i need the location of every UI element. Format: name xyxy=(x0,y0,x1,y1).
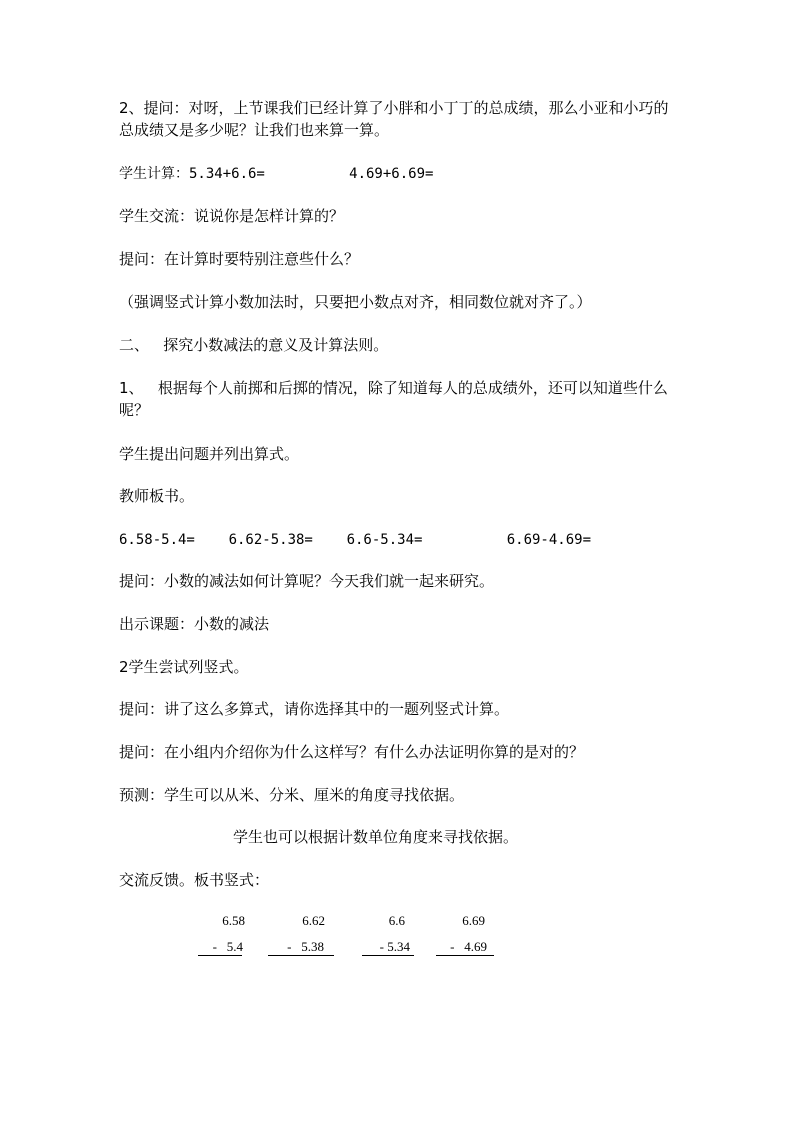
paragraph-prediction: 预测：学生可以从米、分米、厘米的角度寻找依据。 xyxy=(119,786,465,804)
paragraph-feedback: 交流反馈。板书竖式： xyxy=(119,871,270,889)
vertical-problem-1-underline xyxy=(198,955,242,956)
paragraph-subtraction-expressions: 6.58-5.4= 6.62-5.38= 6.6-5.34= 6.69-4.69= xyxy=(119,532,592,548)
paragraph-question-attention: 提问：在计算时要特别注意些什么？ xyxy=(119,250,360,268)
paragraph-question-choose: 提问：讲了这么多算式，请你选择其中的一题列竖式计算。 xyxy=(119,700,510,718)
vertical-problem-3-bottom: - 5.34 xyxy=(379,939,410,954)
vertical-problem-3-underline xyxy=(362,955,414,956)
vertical-problem-2-underline xyxy=(268,955,334,956)
paragraph-students-try: 2学生尝试列竖式。 xyxy=(119,658,249,676)
paragraph-question-how-subtract: 提问：小数的减法如何计算呢？今天我们就一起来研究。 xyxy=(119,572,495,590)
vertical-problem-1-top: 6.58 xyxy=(222,913,245,928)
section-heading-two: 二、 探究小数减法的意义及计算法则。 xyxy=(119,336,389,354)
vertical-problem-2-top: 6.62 xyxy=(302,913,325,928)
paragraph-teacher-writes: 教师板书。 xyxy=(119,487,195,505)
paragraph-emphasis-note: （强调竖式计算小数加法时，只要把小数点对齐，相同数位就对齐了。） xyxy=(119,293,592,311)
vertical-problem-1-bottom: - 5.4 xyxy=(212,939,243,954)
paragraph-student-exchange: 学生交流：说说你是怎样计算的？ xyxy=(119,207,345,225)
vertical-problem-2-bottom: - 5.38 xyxy=(287,939,324,954)
vertical-problem-4-underline xyxy=(436,955,494,956)
paragraph-question-total-scores: 2、提问：对呀，上节课我们已经计算了小胖和小丁丁的总成绩，那么小亚和小巧的总成绩又是多少呢？让我们也来算一算。 xyxy=(119,99,669,139)
paragraph-item-one: 1、 根据每个人前掷和后掷的情况，除了知道每人的总成绩外，还可以知道些什么呢？ xyxy=(119,379,668,419)
paragraph-lesson-title: 出示课题：小数的减法 xyxy=(119,615,270,633)
paragraph-question-group: 提问：在小组内介绍你为什么这样写？有什么办法证明你算的是对的？ xyxy=(119,743,585,761)
vertical-problem-4-bottom: - 4.69 xyxy=(450,939,487,954)
paragraph-student-calculation: 学生计算：5.34+6.6= 4.69+6.69= xyxy=(119,166,434,182)
vertical-problem-4-top: 6.69 xyxy=(462,913,485,928)
paragraph-students-pose-questions: 学生提出问题并列出算式。 xyxy=(119,445,300,463)
paragraph-prediction-continued: 学生也可以根据计数单位角度来寻找依据。 xyxy=(233,828,519,846)
vertical-problem-3-top: 6.6 xyxy=(388,913,405,928)
